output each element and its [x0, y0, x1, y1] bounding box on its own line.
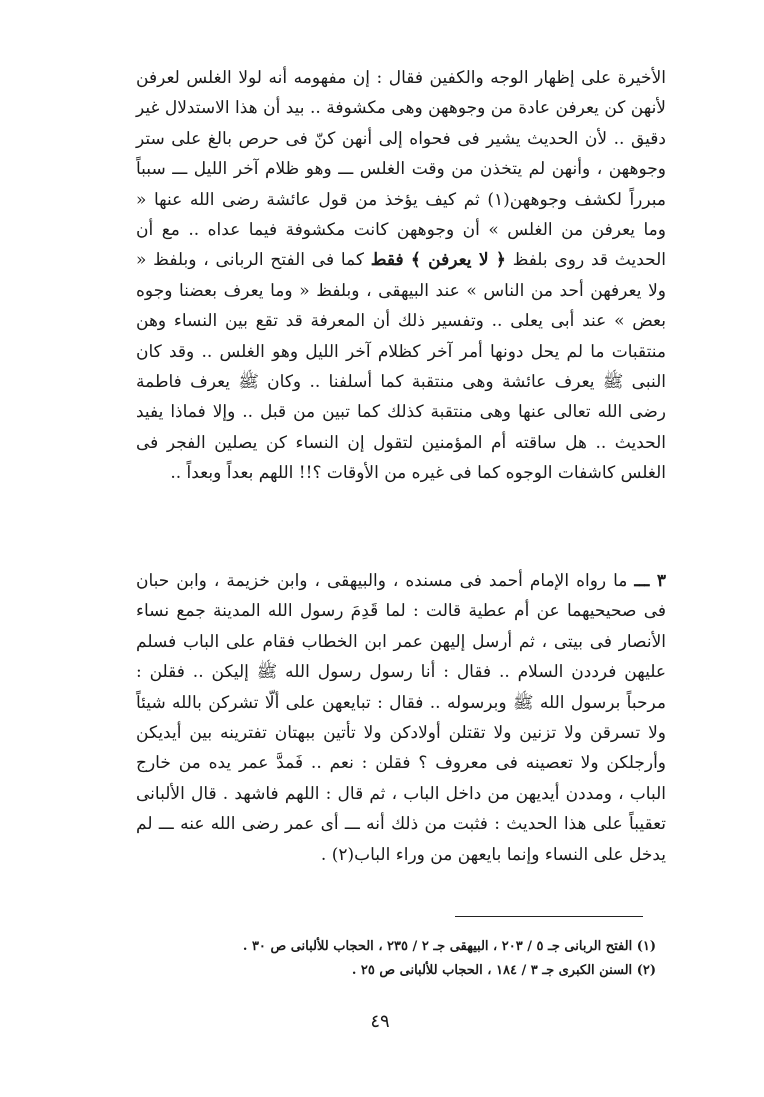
- paragraph-1-continuation: كما فى الفتح الربانى ، وبلفظ « ولا يعرفهن أحد من الناس » عند البيهقى ، وبلفظ « وما يعرف بعضنا وجوه بعض » عند أبى يعلى .. وتفسير ذلك أن المعرفة قد تقع بين النساء وهن منتقبات ما لم يحل دونها أمر آخر كظلام آخر الليل وهو الغلس .. وقد كان النبى ﷺ يعرف عائشة وهى منتقبة كما أسلفنا .. وكان ﷺ يعرف فاطمة رضى الله تعالى عنها وهى منتقبة كذلك كما تبين من قبل .. وإلا فماذا يفيد الحديث .. هل ساقته أم المؤمنين لتقول إن النساء كن يصلين الفجر فى الغلس كاشفات الوجوه كما فى غيره من الأوقات ؟!! اللهم بعداً وبعداً ..: [136, 250, 666, 484]
- paragraph-2-text: ما رواه الإمام أحمد فى مسنده ، والبيهقى ، وابن خزيمة ، وابن حبان فى صحيحيهما عن أم عطية قالت : لما قَدِمَ رسول الله المدينة جمع نساء الأنصار فى بيتى ، ثم أرسل إليهن عمر ابن الخطاب فقام على الباب فسلم عليهن فرددن السلام .. فقال : أنا رسول رسول الله ﷺ إليكن .. فقلن : مرحباً برسول الله ﷺ وبرسوله .. فقال : تبايعهن على ألّا تشركن بالله شيئاً ولا تسرقن ولا تزنين ولا تقتلن أولادكن ولا تأتين ببهتان تفترينه بين أيديكن وأرجلكن ولا تعصينه فى معروف ؟ فقلن : نعم .. فَمدَّ عمر يده من خارج الباب ، ومددن أيديهن من داخل الباب ، ثم قال : اللهم فاشهد . قال الألبانى تعقيباً على هذا الحديث : فثبت من ذلك أنه ـــ أى عمر رضى الله عنه ـــ لم يدخل على النساء وإنما بايعهن من وراء الباب(٢) .: [136, 571, 666, 865]
- body-paragraph-2: [136, 566, 666, 870]
- footnote-divider: [455, 916, 643, 917]
- page-number: ٤٩: [370, 1011, 390, 1032]
- item-number: ٣ ـــ: [634, 571, 667, 591]
- footnote-1: (١) الفتح الربانى جـ ٥ / ٢٠٣ ، البيهقى جـ ٢ / ٢٣٥ ، الحجاب للألبانى ص ٣٠ .: [242, 939, 656, 954]
- paragraph-1-text: الأخيرة على إظهار الوجه والكفين فقال : إن مفهومه أنه لولا الغلس لعرفن لأنهن كن يعرفن عادة من وجوههن وهى مكشوفة .. بيد أن هذا الاستدلال غير دقيق .. لأن الحديث يشير فى فحواه إلى أنهن كنّ فى حرص بالغ على ستر وجوههن ، وأنهن لم يتخذن من وقت الغلس ـــ وهو ظلام آخر الليل ـــ سبباً مبرراً لكشف وجوههن(١) ثم كيف يؤخذ من قول عائشة رضى الله عنها « وما يعرفن من الغلس » أن وجوههن كانت مكشوفة فيما عداه .. مع أن الحديث قد روى بلفظ: [136, 68, 666, 271]
- body-paragraph-1: [136, 63, 666, 489]
- quoted-phrase: ﴿ لا يعرفن ﴾ فقط: [370, 250, 506, 271]
- footnote-2: (٢) السنن الكبرى جـ ٣ / ١٨٤ ، الحجاب للألبانى ص ٢٥ .: [351, 963, 656, 978]
- footnotes: [136, 935, 656, 983]
